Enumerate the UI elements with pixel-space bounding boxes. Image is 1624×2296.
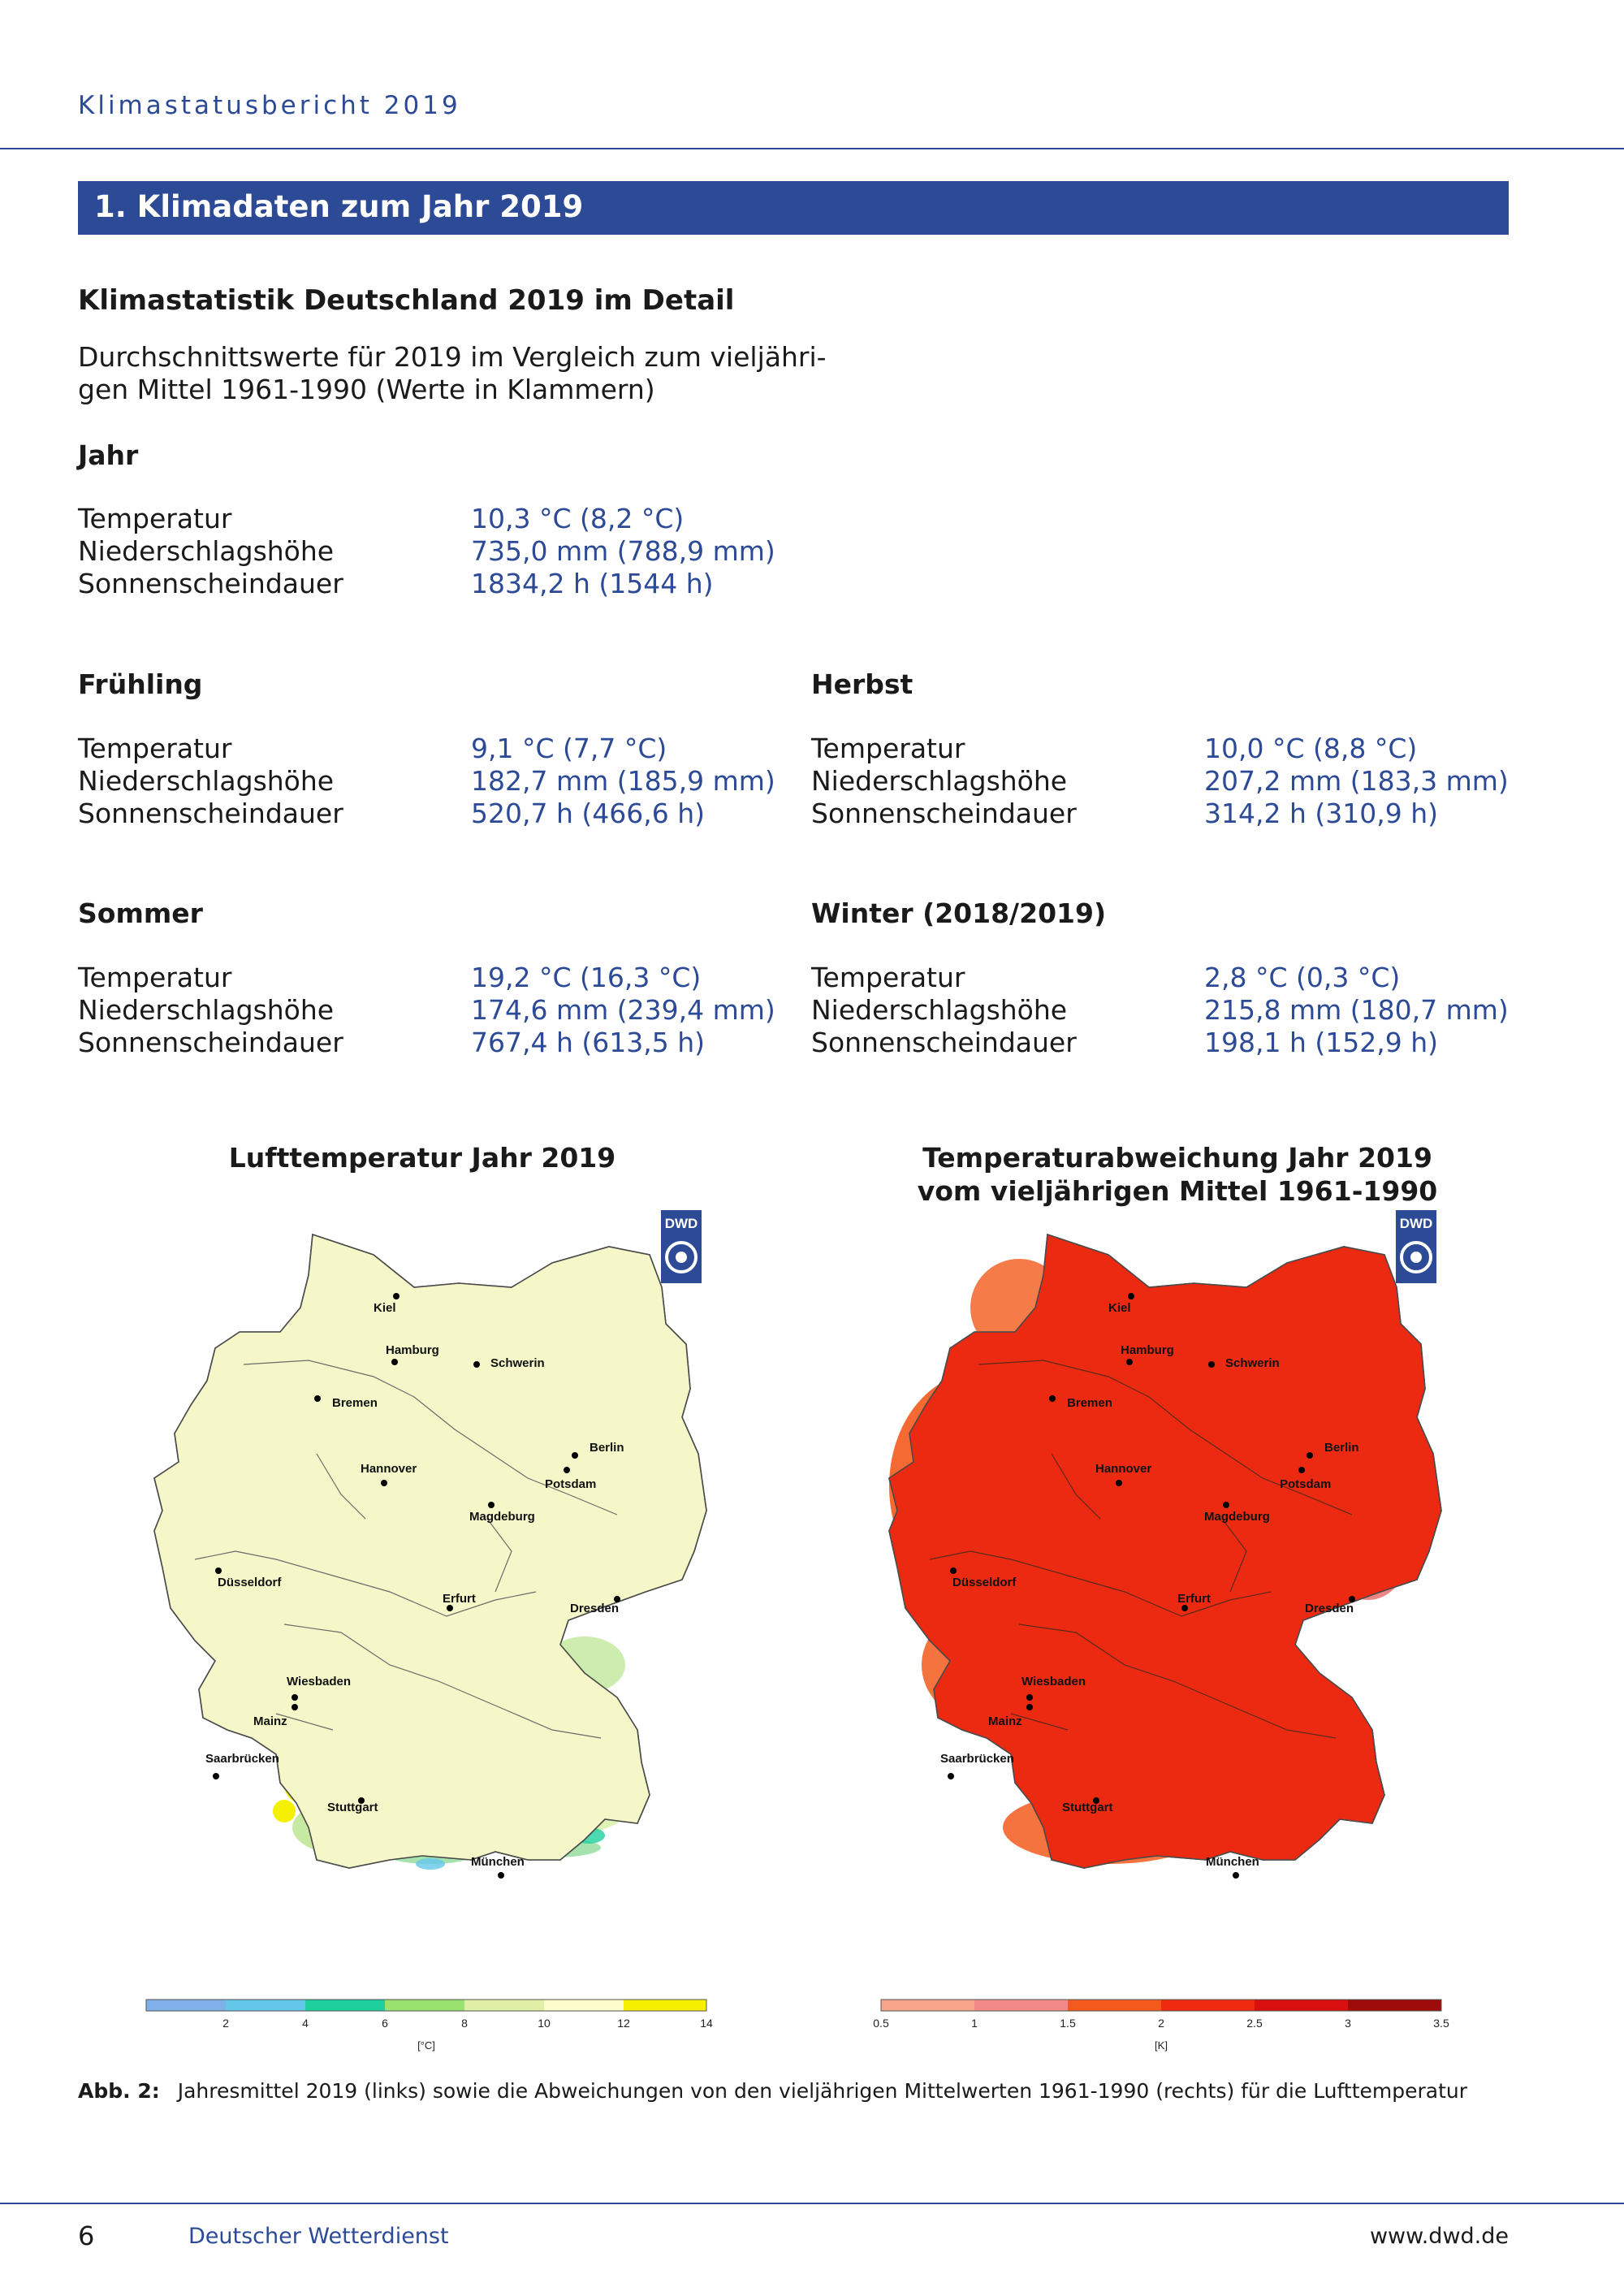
city-label: Schwerin (490, 1356, 545, 1370)
value-temperatur: 9,1 °C (7,7 °C) (471, 733, 667, 764)
label-sonnenschein: Sonnenscheindauer (78, 798, 343, 829)
group-title-fruehling: Frühling (78, 668, 203, 700)
legend-swatch (881, 2000, 974, 2011)
city-label: Stuttgart (1062, 1801, 1113, 1814)
label-sonnenschein: Sonnenscheindauer (78, 568, 343, 599)
city-dot-schwerin (1208, 1361, 1215, 1368)
label-temperatur: Temperatur (811, 962, 965, 993)
city-label: Hannover (361, 1462, 417, 1476)
right-map-title-line1: Temperaturabweichung Jahr 2019 (922, 1142, 1432, 1174)
left-map-panel (146, 1210, 747, 2071)
legend-swatch (1068, 2000, 1161, 2011)
legend-swatch (624, 2000, 706, 2011)
legend-swatch (544, 2000, 624, 2011)
label-temperatur: Temperatur (811, 733, 965, 764)
right-color-legend (873, 2000, 1449, 2052)
legend-tick: 2 (1158, 2017, 1164, 2030)
legend-tick: 3.5 (1433, 2017, 1449, 2030)
section-bar (78, 181, 1509, 235)
running-header: Klimastatusbericht 2019 (78, 91, 461, 120)
legend-tick: 12 (617, 2017, 630, 2030)
city-label: Mainz (988, 1714, 1022, 1728)
dwd-logo-text: DWD (664, 1216, 698, 1231)
value-sonnenschein: 520,7 h (466,6 h) (471, 798, 705, 829)
city-dot-hannover (1116, 1480, 1122, 1486)
caption-text: Jahresmittel 2019 (links) sowie die Abweichungen von den vieljährigen Mittelwerten 1961-1990 (rechts) für die Lufttemperatur (177, 2079, 1468, 2103)
city-dot-saarbruecken (948, 1773, 954, 1779)
legend-swatch (305, 2000, 385, 2011)
city-label: Kiel (374, 1301, 396, 1315)
label-temperatur: Temperatur (78, 962, 232, 993)
header-rule (0, 148, 1624, 149)
city-label: Hannover (1095, 1462, 1152, 1476)
city-label: Magdeburg (1204, 1510, 1270, 1524)
city-label: Düsseldorf (952, 1576, 1017, 1589)
legend-tick: 6 (382, 2017, 388, 2030)
label-niederschlag: Niederschlagshöhe (78, 535, 335, 567)
legend-tick: 0.5 (873, 2017, 889, 2030)
legend-swatch (974, 2000, 1068, 2011)
group-labels-jahr (78, 503, 343, 600)
label-niederschlag: Niederschlagshöhe (78, 765, 335, 797)
dwd-logo (1396, 1210, 1436, 1283)
label-niederschlag: Niederschlagshöhe (811, 994, 1068, 1026)
legend-tick: 14 (700, 2017, 713, 2030)
city-dot-bremen (1049, 1395, 1056, 1402)
city-dot-mainz (1026, 1704, 1033, 1710)
group-labels-sommer (78, 962, 343, 1059)
group-labels-herbst (811, 733, 1077, 830)
left-color-legend (146, 2000, 713, 2052)
footer-rule (0, 2203, 1624, 2204)
germany-map-right (889, 1234, 1441, 1868)
city-dot-hamburg (1126, 1359, 1133, 1365)
city-dot-berlin (1307, 1452, 1313, 1459)
city-label: Saarbrücken (940, 1752, 1014, 1766)
city-dot-saarbruecken (213, 1773, 219, 1779)
dwd-logo (661, 1210, 702, 1283)
legend-tick: 3 (1345, 2017, 1351, 2030)
legend-tick: 2.5 (1246, 2017, 1263, 2030)
value-niederschlag: 207,2 mm (183,3 mm) (1204, 765, 1509, 797)
footer-organization: Deutscher Wetterdienst (188, 2224, 449, 2249)
value-temperatur: 10,3 °C (8,2 °C) (471, 503, 685, 534)
value-sonnenschein: 198,1 h (152,9 h) (1204, 1027, 1438, 1058)
city-label: Erfurt (443, 1592, 476, 1606)
city-label: Wiesbaden (287, 1675, 352, 1688)
city-dot-wiesbaden (292, 1694, 298, 1701)
city-dot-kiel (393, 1293, 400, 1299)
legend-unit: [K] (1155, 2039, 1168, 2052)
city-label: München (1206, 1855, 1259, 1869)
legend-swatch (464, 2000, 544, 2011)
city-label: Potsdam (1280, 1477, 1332, 1491)
city-label: Berlin (1324, 1441, 1359, 1455)
city-label: Hamburg (1121, 1343, 1174, 1357)
label-temperatur: Temperatur (78, 503, 232, 534)
left-map-title: Lufttemperatur Jahr 2019 (228, 1142, 616, 1174)
city-label: Erfurt (1177, 1592, 1211, 1606)
label-sonnenschein: Sonnenscheindauer (811, 1027, 1077, 1058)
value-sonnenschein: 1834,2 h (1544 h) (471, 568, 714, 599)
legend-swatch (226, 2000, 305, 2011)
section-title: 1. Klimadaten zum Jahr 2019 (94, 189, 584, 224)
legend-swatch (1255, 2000, 1348, 2011)
label-temperatur: Temperatur (78, 733, 232, 764)
city-label: Dresden (1305, 1602, 1354, 1615)
dwd-logo-text: DWD (1399, 1216, 1433, 1231)
city-dot-kiel (1128, 1293, 1134, 1299)
legend-swatch (146, 2000, 226, 2011)
city-label: Magdeburg (469, 1510, 535, 1524)
city-dot-berlin (572, 1452, 578, 1459)
legend-tick: 1 (971, 2017, 978, 2030)
group-title-winter: Winter (2018/2019) (811, 897, 1107, 929)
value-sonnenschein: 767,4 h (613,5 h) (471, 1027, 705, 1058)
legend-tick: 10 (538, 2017, 551, 2030)
label-sonnenschein: Sonnenscheindauer (811, 798, 1077, 829)
city-dot-magdeburg (1223, 1502, 1229, 1508)
city-label: Hamburg (386, 1343, 439, 1357)
city-dot-bremen (314, 1395, 321, 1402)
city-dot-hamburg (391, 1359, 398, 1365)
intro-line-2: gen Mittel 1961-1990 (Werte in Klammern) (78, 374, 655, 405)
value-niederschlag: 174,6 mm (239,4 mm) (471, 994, 775, 1026)
city-label: Saarbrücken (205, 1752, 279, 1766)
city-label: Düsseldorf (218, 1576, 282, 1589)
legend-unit: [°C] (417, 2039, 435, 2052)
value-niederschlag: 735,0 mm (788,9 mm) (471, 535, 775, 567)
legend-tick: 1.5 (1060, 2017, 1076, 2030)
city-label: Kiel (1108, 1301, 1131, 1315)
city-dot-duesseldorf (215, 1567, 222, 1574)
right-map-title-line2: vom vieljährigen Mittel 1961-1990 (917, 1175, 1438, 1207)
detail-heading: Klimastatistik Deutschland 2019 im Detail (78, 284, 735, 317)
city-dot-potsdam (564, 1467, 570, 1473)
group-values-herbst (1204, 733, 1509, 830)
city-dot-magdeburg (488, 1502, 495, 1508)
group-title-herbst: Herbst (811, 668, 914, 700)
city-label: Stuttgart (327, 1801, 378, 1814)
city-label: Berlin (590, 1441, 624, 1455)
label-niederschlag: Niederschlagshöhe (78, 994, 335, 1026)
city-dot-hannover (381, 1480, 387, 1486)
legend-tick: 8 (461, 2017, 468, 2030)
value-niederschlag: 182,7 mm (185,9 mm) (471, 765, 775, 797)
value-temperatur: 2,8 °C (0,3 °C) (1204, 962, 1401, 993)
city-label: Dresden (570, 1602, 620, 1615)
city-label: Potsdam (545, 1477, 597, 1491)
legend-tick: 4 (302, 2017, 309, 2030)
caption-label: Abb. 2: (78, 2079, 160, 2103)
figure-caption (78, 2079, 1467, 2103)
legend-swatch (1348, 2000, 1441, 2011)
city-label: Wiesbaden (1021, 1675, 1086, 1688)
value-temperatur: 19,2 °C (16,3 °C) (471, 962, 702, 993)
label-niederschlag: Niederschlagshöhe (811, 765, 1068, 797)
group-labels-winter (811, 962, 1077, 1059)
value-temperatur: 10,0 °C (8,8 °C) (1204, 733, 1418, 764)
label-sonnenschein: Sonnenscheindauer (78, 1027, 343, 1058)
city-dot-muenchen (1233, 1872, 1239, 1879)
city-label: Bremen (332, 1396, 378, 1410)
group-title-jahr: Jahr (78, 439, 139, 471)
group-values-winter (1204, 962, 1509, 1059)
city-dot-muenchen (498, 1872, 504, 1879)
legend-swatch (1161, 2000, 1255, 2011)
group-values-jahr (471, 503, 775, 600)
city-label: Bremen (1067, 1396, 1112, 1410)
germany-map-left (154, 1234, 706, 1870)
city-dot-erfurt (447, 1605, 453, 1611)
value-niederschlag: 215,8 mm (180,7 mm) (1204, 994, 1509, 1026)
value-sonnenschein: 314,2 h (310,9 h) (1204, 798, 1438, 829)
city-label: Mainz (253, 1714, 287, 1728)
group-title-sommer: Sommer (78, 897, 203, 929)
city-dot-potsdam (1298, 1467, 1305, 1473)
intro-line-1: Durchschnittswerte für 2019 im Vergleich zum vieljähri- (78, 341, 827, 373)
legend-tick: 2 (222, 2017, 229, 2030)
legend-swatch (385, 2000, 464, 2011)
group-labels-fruehling (78, 733, 343, 830)
footer-url[interactable]: www.dwd.de (1369, 2224, 1509, 2249)
city-label: München (471, 1855, 525, 1869)
city-dot-wiesbaden (1026, 1694, 1033, 1701)
city-label: Schwerin (1225, 1356, 1280, 1370)
page-number: 6 (78, 2220, 95, 2251)
group-values-sommer (471, 962, 775, 1059)
city-dot-mainz (292, 1704, 298, 1710)
city-dot-duesseldorf (950, 1567, 957, 1574)
group-values-fruehling (471, 733, 775, 830)
right-map-panel (873, 1210, 1482, 2071)
city-dot-erfurt (1181, 1605, 1188, 1611)
city-dot-schwerin (473, 1361, 480, 1368)
